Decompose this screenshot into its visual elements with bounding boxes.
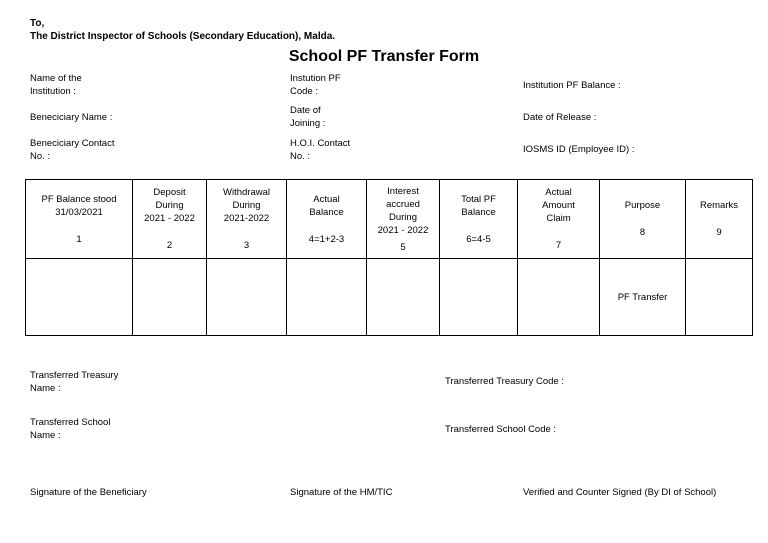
col-header-pf-balance: PF Balance stood 31/03/2021 1 [26, 180, 133, 259]
col-header-actual-balance: Actual Balance 4=1+2-3 [287, 180, 367, 259]
institution-pf-code-label: Instution PF Code : [290, 73, 341, 97]
col-header-withdrawal: Withdrawal During 2021-2022 3 [207, 180, 287, 259]
col-number: 5 [400, 241, 406, 253]
col-number: 7 [555, 240, 562, 251]
col-number: 1 [76, 233, 82, 245]
addressee-line-1: To, [30, 18, 45, 29]
hoi-contact-label: H.O.I. Contact No. : [290, 138, 351, 162]
col-number: 6=4-5 [466, 233, 491, 245]
col-header-remarks: Remarks 9 [686, 180, 753, 259]
col-header-total-pf: Total PF Balance 6=4-5 [440, 180, 518, 259]
cell-purpose[interactable]: PF Transfer [600, 259, 686, 336]
beneficiary-contact-label: Beneciciary Contact No. : [30, 138, 115, 162]
signature-verified: Verified and Counter Signed (By DI of School) [523, 487, 717, 498]
form-title: School PF Transfer Form [288, 48, 480, 65]
cell-remarks[interactable] [686, 259, 753, 336]
transferred-school-name-label: Transferred School Name : [30, 417, 111, 441]
cell-actual-claim[interactable] [518, 259, 600, 336]
col-number: 9 [716, 227, 722, 238]
col-header-actual-claim: Actual Amount Claim 7 [518, 180, 600, 259]
col-header-interest: Interest accrued During 2021 - 2022 5 [367, 180, 440, 259]
cell-withdrawal[interactable] [207, 259, 287, 336]
col-number: 4=1+2-3 [308, 233, 345, 245]
signature-beneficiary: Signature of the Beneficiary [30, 487, 147, 498]
col-number: 2 [166, 240, 173, 251]
table-header-row [26, 180, 753, 259]
pf-table [25, 179, 753, 336]
col-number: 3 [243, 240, 250, 251]
date-of-release-label: Date of Release : [523, 112, 597, 123]
institution-pf-balance-label: Institution PF Balance : [523, 80, 621, 91]
col-header-purpose: Purpose 8 [600, 180, 686, 259]
signature-hm: Signature of the HM/TIC [290, 487, 393, 498]
date-of-joining-label: Date of Joining : [290, 105, 326, 129]
cell-pf-balance[interactable] [26, 259, 133, 336]
table-row [26, 259, 753, 336]
transferred-treasury-name-label: Transferred Treasury Name : [30, 370, 119, 394]
addressee-line-2: The District Inspector of Schools (Secondary Education), Malda. [30, 31, 336, 42]
institution-name-label: Name of the Institution : [30, 73, 82, 97]
col-header-deposit: Deposit During 2021 - 2022 2 [133, 180, 207, 259]
cell-deposit[interactable] [133, 259, 207, 336]
iosms-id-label: IOSMS ID (Employee ID) : [523, 144, 635, 155]
transferred-treasury-code-label: Transferred Treasury Code : [445, 376, 564, 387]
transferred-school-code-label: Transferred School Code : [445, 424, 557, 435]
cell-total-pf[interactable] [440, 259, 518, 336]
addressee-block [30, 17, 335, 43]
cell-interest[interactable] [367, 259, 440, 336]
col-number: 8 [639, 227, 646, 238]
beneficiary-name-label: Beneciciary Name : [30, 112, 113, 123]
cell-actual-balance[interactable] [287, 259, 367, 336]
